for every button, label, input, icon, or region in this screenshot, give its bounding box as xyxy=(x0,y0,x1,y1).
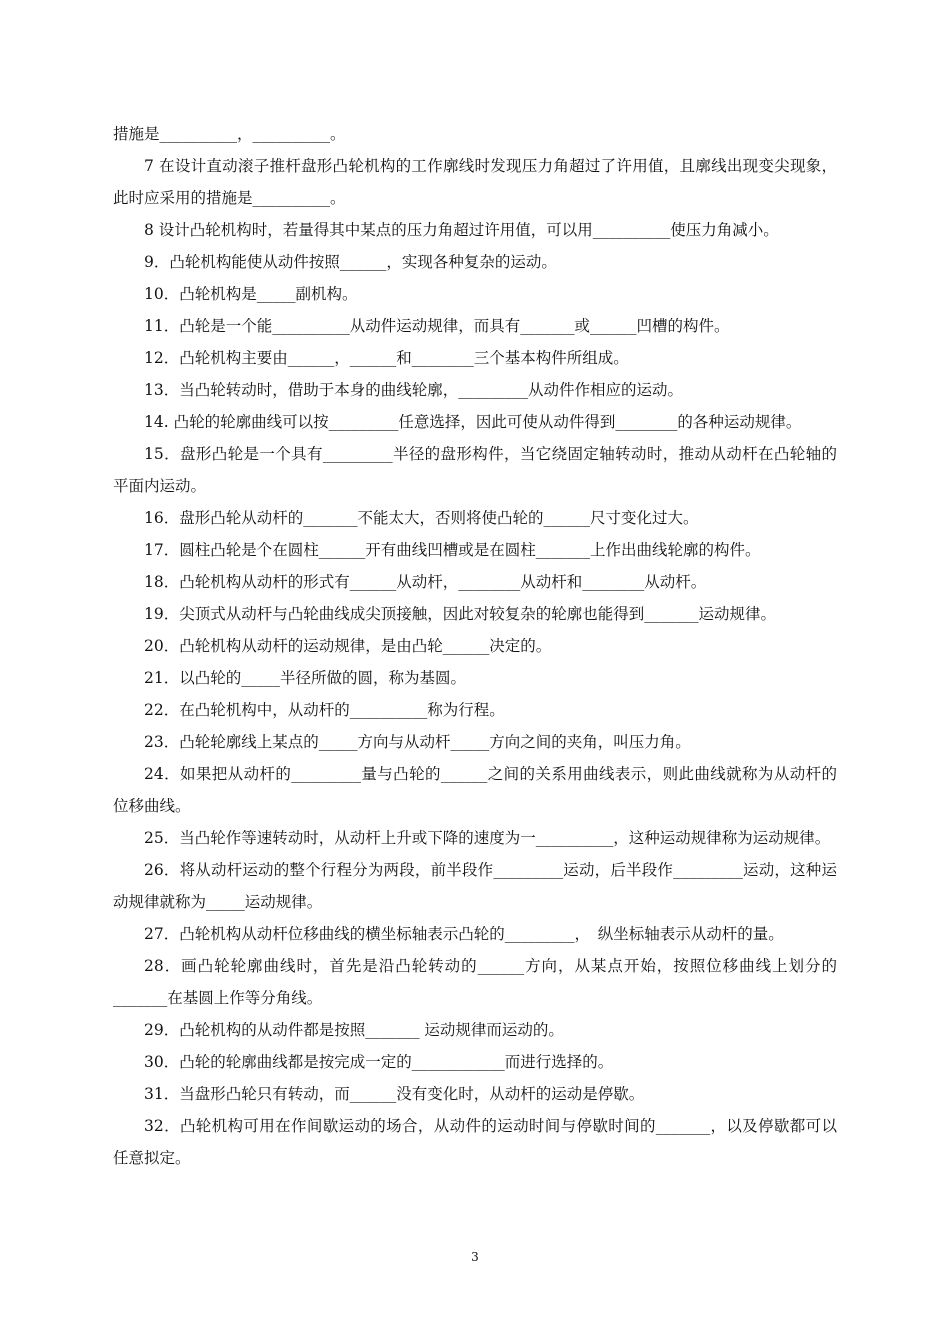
line-0: 措施是__________，__________。 xyxy=(113,125,346,143)
question-19: 19．尖顶式从动杆与凸轮曲线成尖顶接触，因此对较复杂的轮廓也能得到_______运动规律。 xyxy=(144,605,776,623)
question-23: 23．凸轮轮廓线上某点的_____方向与从动杆_____方向之间的夹角，叫压力角。 xyxy=(144,733,691,751)
question-9: 9．凸轮机构能使从动件按照______，实现各种复杂的运动。 xyxy=(144,253,557,271)
question-27: 27．凸轮机构从动杆位移曲线的横坐标轴表示凸轮的_________， 纵坐标轴表示从动杆的量。 xyxy=(144,925,784,943)
question-15: 15．盘形凸轮是一个具有_________半径的盘形构件，当它绕固定轴转动时，推动从动杆在凸轮轴的平面内运动。 xyxy=(113,445,837,495)
question-17: 17．圆柱凸轮是个在圆柱______开有曲线凹槽或是在圆柱_______上作出曲线轮廓的构件。 xyxy=(144,541,761,559)
question-28: 28．画凸轮轮廓曲线时，首先是沿凸轮转动的______方向，从某点开始，按照位移曲线上划分的_______在基圆上作等分角线。 xyxy=(113,957,837,1007)
question-8: 8 设计凸轮机构时，若量得其中某点的压力角超过许用值，可以用__________使压力角减小。 xyxy=(144,221,779,239)
question-20: 20．凸轮机构从动杆的运动规律，是由凸轮______决定的。 xyxy=(144,637,552,655)
question-16: 16．盘形凸轮从动杆的_______不能太大，否则将使凸轮的______尺寸变化过大。 xyxy=(144,509,699,527)
question-12: 12．凸轮机构主要由______，______和________三个基本构件所组成。 xyxy=(144,349,629,367)
question-29: 29．凸轮机构的从动件都是按照_______ 运动规律而运动的。 xyxy=(144,1021,564,1039)
question-32: 32．凸轮机构可用在作间歇运动的场合，从动件的运动时间与停歇时间的_______，以及停歇都可以任意拟定。 xyxy=(113,1117,837,1167)
question-7: 7 在设计直动滚子推杆盘形凸轮机构的工作廓线时发现压力角超过了许用值，且廓线出现变尖现象，此时应采用的措施是__________。 xyxy=(113,157,837,207)
question-22: 22．在凸轮机构中，从动杆的__________称为行程。 xyxy=(144,701,505,719)
question-31: 31．当盘形凸轮只有转动，而______没有变化时，从动杆的运动是停歇。 xyxy=(144,1085,645,1103)
question-14: 14. 凸轮的轮廓曲线可以按_________任意选择，因此可使从动件得到________的各种运动规律。 xyxy=(144,413,802,431)
question-30: 30．凸轮的轮廓曲线都是按完成一定的____________而进行选择的。 xyxy=(144,1053,614,1071)
page-number: 3 xyxy=(471,1250,479,1264)
question-24: 24．如果把从动杆的_________量与凸轮的______之间的关系用曲线表示，则此曲线就称为从动杆的位移曲线。 xyxy=(113,765,837,815)
question-18: 18．凸轮机构从动杆的形式有______从动杆，________从动杆和________从动杆。 xyxy=(144,573,707,591)
question-list xyxy=(113,118,837,1174)
question-10: 10．凸轮机构是_____副机构。 xyxy=(144,285,358,303)
question-13: 13．当凸轮转动时，借助于本身的曲线轮廓，_________从动件作相应的运动。 xyxy=(144,381,683,399)
question-21: 21．以凸轮的_____半径所做的圆，称为基圆。 xyxy=(144,669,466,687)
question-11: 11．凸轮是一个能__________从动件运动规律，而具有_______或______凹槽的构件。 xyxy=(144,317,730,335)
question-25: 25．当凸轮作等速转动时，从动杆上升或下降的速度为一__________，这种运动规律称为运动规律。 xyxy=(144,829,831,847)
question-26: 26．将从动杆运动的整个行程分为两段，前半段作_________运动，后半段作_________运动，这种运动规律就称为_____运动规律。 xyxy=(113,861,837,911)
